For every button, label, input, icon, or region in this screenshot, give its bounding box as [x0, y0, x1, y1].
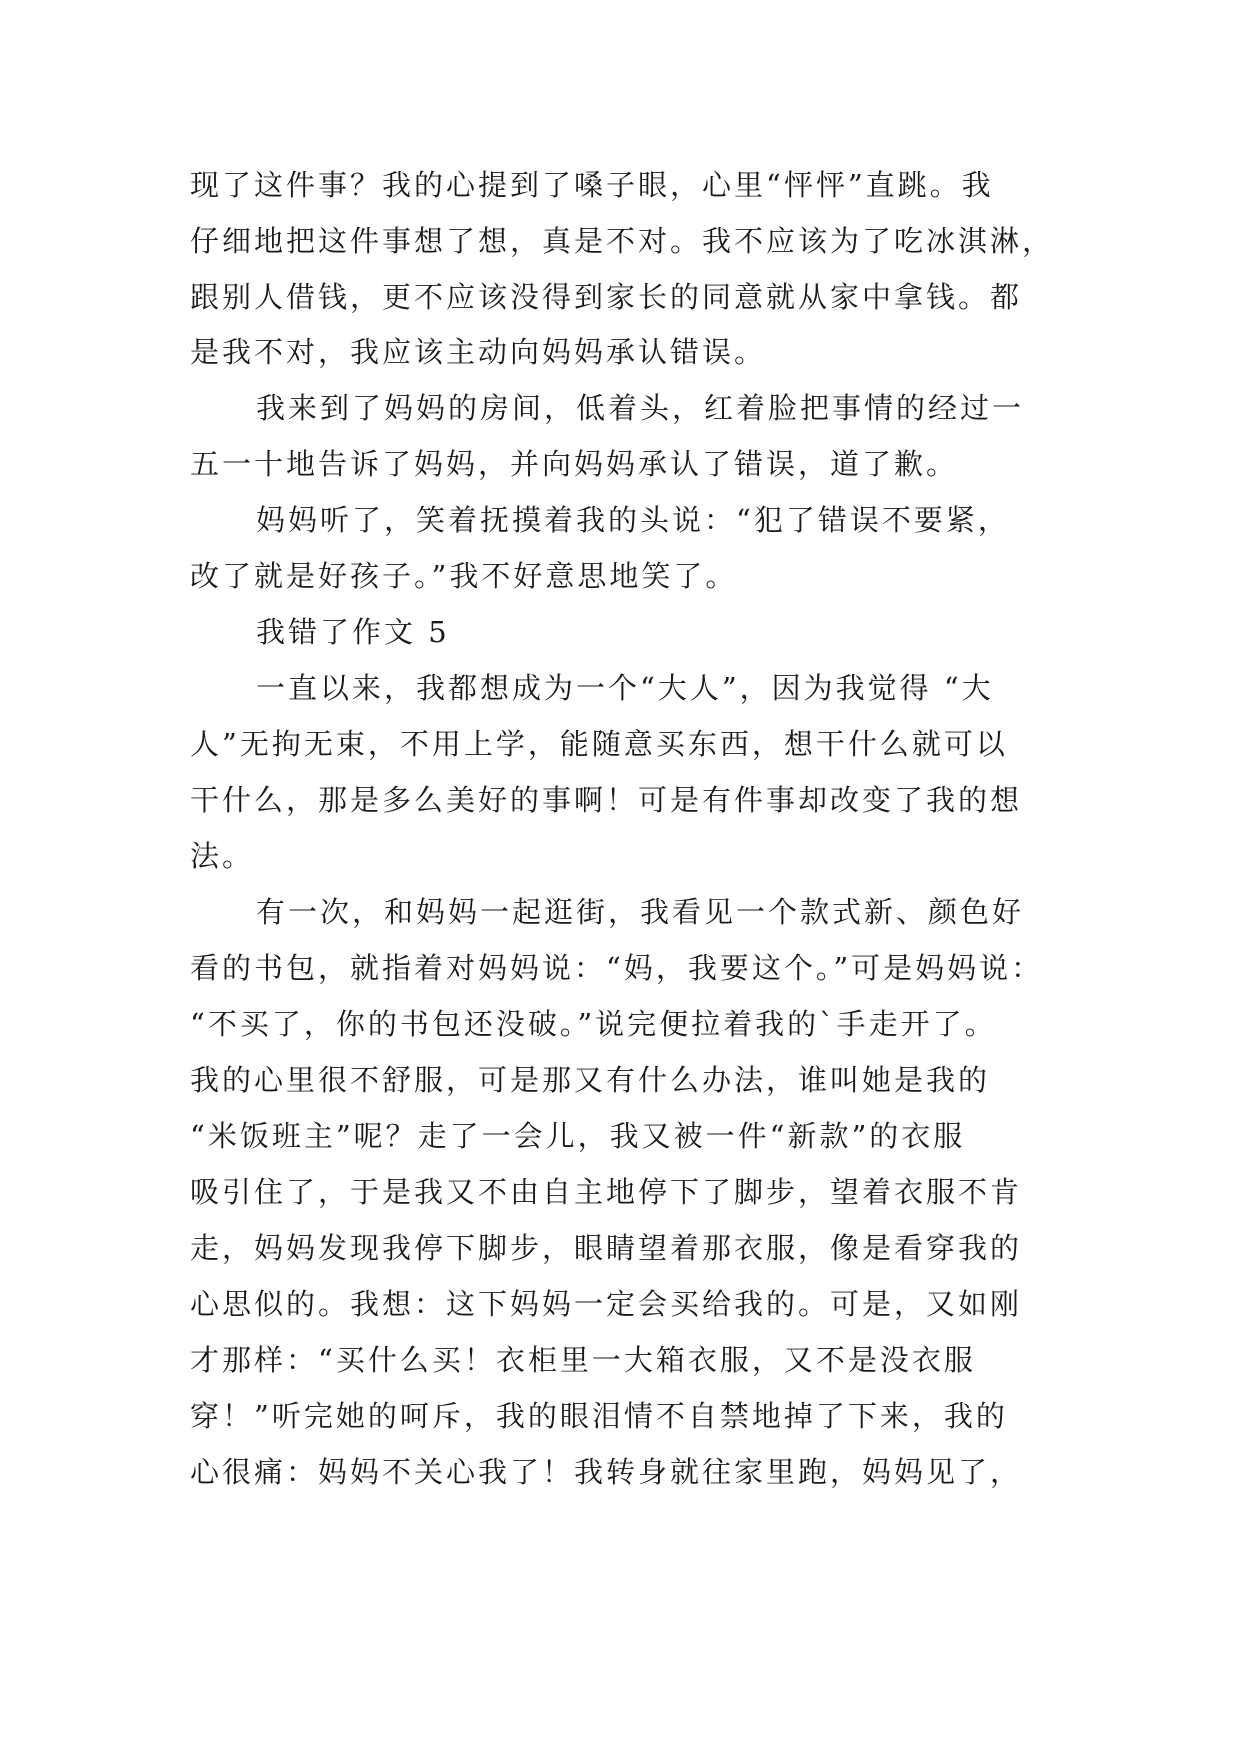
- text-line: 看的书包，就指着对妈妈说：“妈，我要这个。”可是妈妈说：: [190, 951, 1044, 985]
- text-line: 我的心里很不舒服，可是那又有什么办法，谁叫她是我的: [190, 1063, 991, 1097]
- text-line: 才那样：“买什么买！衣柜里一大箱衣服，又不是没衣服: [190, 1343, 976, 1377]
- paragraph-first-line: 我来到了妈妈的房间，低着头，红着脸把事情的经过一: [256, 391, 1025, 425]
- text-line: 现了这件事？我的心提到了嗓子眼，心里“怦怦”直跳。我: [190, 168, 994, 202]
- text-line: 干什么，那是多么美好的事啊！可是有件事却改变了我的想: [190, 783, 1023, 817]
- text-line: 人”无拘无束，不用上学，能随意买东西，想干什么就可以: [190, 727, 1008, 761]
- paragraph-first-line: 有一次，和妈妈一起逛街，我看见一个款式新、颜色好: [256, 895, 1025, 929]
- text-line: 吸引住了，于是我又不由自主地停下了脚步，望着衣服不肯: [190, 1175, 1023, 1209]
- text-line: 改了就是好孩子。”我不好意思地笑了。: [190, 559, 738, 593]
- text-line: 穿！”听完她的呵斥，我的眼泪情不自禁地掉了下来，我的: [190, 1399, 1008, 1433]
- text-line: 仔细地把这件事想了想，真是不对。我不应该为了吃冰淇淋，: [190, 224, 1055, 258]
- text-line: 是我不对，我应该主动向妈妈承认错误。: [190, 335, 767, 369]
- paragraph-first-line: 妈妈听了，笑着抚摸着我的头说：“犯了错误不要紧，: [256, 503, 1010, 537]
- text-line: 跟别人借钱，更不应该没得到家长的同意就从家中拿钱。都: [190, 280, 1023, 314]
- text-line: 法。: [190, 839, 255, 873]
- text-line: 心思似的。我想：这下妈妈一定会买给我的。可是，又如刚: [190, 1287, 1023, 1321]
- text-line: 走，妈妈发现我停下脚步，眼睛望着那衣服，像是看穿我的: [190, 1231, 1023, 1265]
- section-heading: 我错了作文 5: [256, 615, 450, 649]
- paragraph-first-line: 一直以来，我都想成为一个“大人”，因为我觉得 “大: [256, 671, 994, 705]
- text-line: “米饭班主”呢？走了一会儿，我又被一件“新款”的衣服: [190, 1119, 966, 1153]
- text-line: 心很痛：妈妈不关心我了！我转身就往家里跑，妈妈见了，: [190, 1455, 1023, 1489]
- text-line: “不买了，你的书包还没破。”说完便拉着我的`手走开了。: [190, 1007, 997, 1041]
- text-line: 五一十地告诉了妈妈，并向妈妈承认了错误，道了歉。: [190, 447, 959, 481]
